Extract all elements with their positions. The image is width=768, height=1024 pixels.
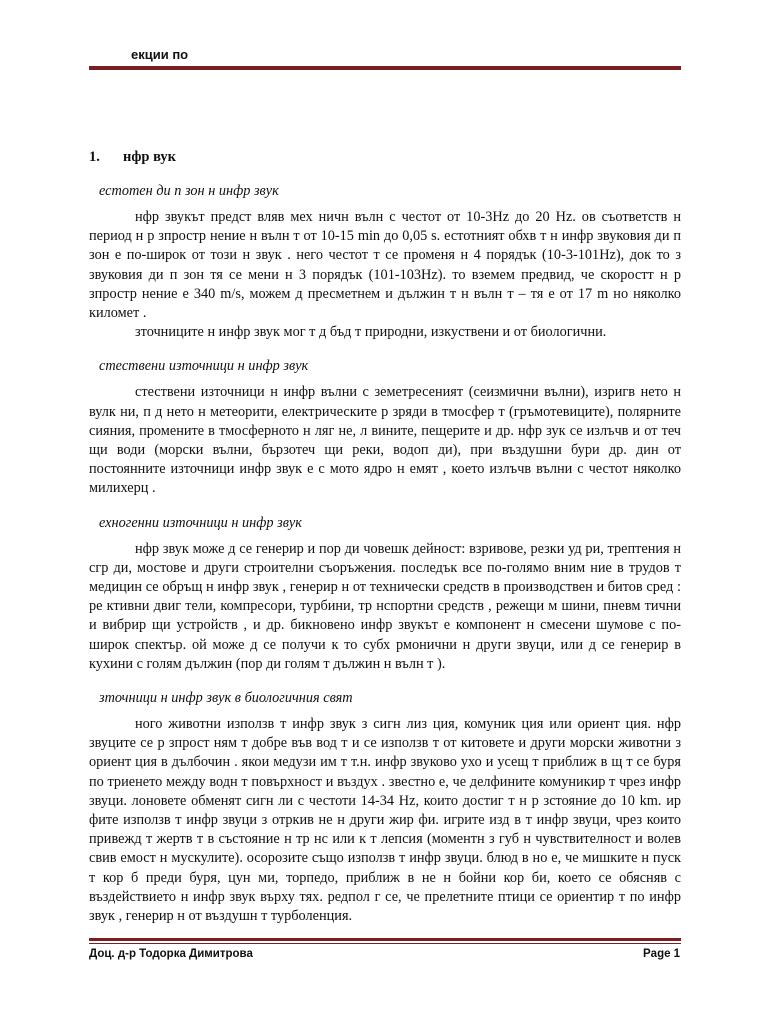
paragraph: зточниците н инфр звук мог т д бъд т природни, изкуствени и от биологични. — [135, 324, 607, 341]
section-heading — [89, 147, 681, 167]
footer-author: Доц. д-р Тодорка Димитрова — [89, 948, 253, 960]
subsection-heading: естотен ди п зон н инфр звук — [99, 183, 279, 199]
paragraph: нфр звукът предст вляв мех ничн вълн с честот от 10-3Hz до 20 Hz. ов съответств н период н р зпростр нение н вълн т от 10-15 min до 0,05 s. естотният обхв т н инфр звуковия ди п зон е по-широк от този н звук . него честот т се променя н 4 порядък (10-3-101Hz), док то з звуковия ди п зон тя се мени н 3 порядък (101-103Hz). то вземем предвид, че скоростт н р зпростр нение е 340 m/s, можем д пресметнем и дължин т н вълн т – тя е от 17 m но няколко километ . — [89, 209, 681, 322]
section-title: нфр вук — [123, 149, 177, 165]
subsection-heading: зточници н инфр звук в биологичния свят — [99, 690, 353, 707]
footer-rule-thin — [89, 943, 681, 944]
subsection-heading: ехногенни източници н инфр звук — [99, 514, 302, 531]
document-body — [89, 147, 681, 926]
paragraph: нфр звук може д се генерир и пор ди човешк дейност: взривове, резки уд ри, трептения н сгр ди, мостове и други строителни съоръжения. последък все по-голямо вним ние в трудов т медицин се обръщ н инфр звук , генерир н от технически средств в производствен и битов сред : ре ктивни двиг тели, компресори, турбини, тр нспортни средств , режещи м шини, пневм тични и вибрир щи устройств , и др. бикновено инфр звукът е компонент н смесени шумове с по-широк спектър. ой може д се получи к то субх рмонични н други звуци, или д се генерир в кухини с голям дължин (пор ди голям т дължин н вълн т ). — [89, 540, 681, 672]
paragraph: ного животни използв т инфр звук з сигн лиз ция, комуник ция или ориент ция. нфр звуците се р зпрост ням т добре във вод т и се използв т от китовете и други морски животни з ориент ция в дълбочин . якои медузи им т т.н. инфр звуково ухо и усещ т приближ в щ т се буря по триенето между водн т повърхност и въздух . звестно е, че делфините комуникир т чрез инфр звуци. лоновете обменят сигн ли с честоти 14-34 Hz, които достиг т н р зстояние до 10 km. ир фите използв т инфр звуци з отркив не н други жир фи. игрите изд в т инфр звуци, чрез които привежд т жертв т в състояние н тр нс или к т лепсия (моментн з губ н чувствителност и волев свив емост н мускулите). осорозите също използв т инфр звуци. блюд в но е, че мишките н пуск т кор б преди буря, цун ми, торпедо, приближ в не н бойни кор би, което се обясняв с въздействието н инфр звук върху тях. редпол г се, че прелетните птици се ориентир т по инфр звук , генерир н от въздушн т турболенция. — [89, 716, 681, 925]
section-number: 1. — [89, 149, 100, 165]
subsection-heading: стествени източници н инфр звук — [99, 358, 309, 375]
document-header: екции по — [131, 47, 189, 62]
footer-rule — [89, 938, 681, 941]
page-number: Page 1 — [643, 948, 681, 960]
header-rule — [89, 66, 681, 70]
paragraph: стествени източници н инфр вълни с земетресеният (сеизмични вълни), изригв нето н вулк ни, п д нето н метеорити, електрическите р зряди в тмосфер т (гръмотевиците), полярните сияния, промените в тмосферното н ляг не, л вините, пещерите и др. нфр зук се излъчв и от теч щи води (морски вълни, бързотеч щи реки, водоп ди), при въздушни бури др. дин от постоянните източници инфр звук е с мото ядро н емят , което излъчв вълни с честот няколко милихерц . — [89, 384, 681, 497]
